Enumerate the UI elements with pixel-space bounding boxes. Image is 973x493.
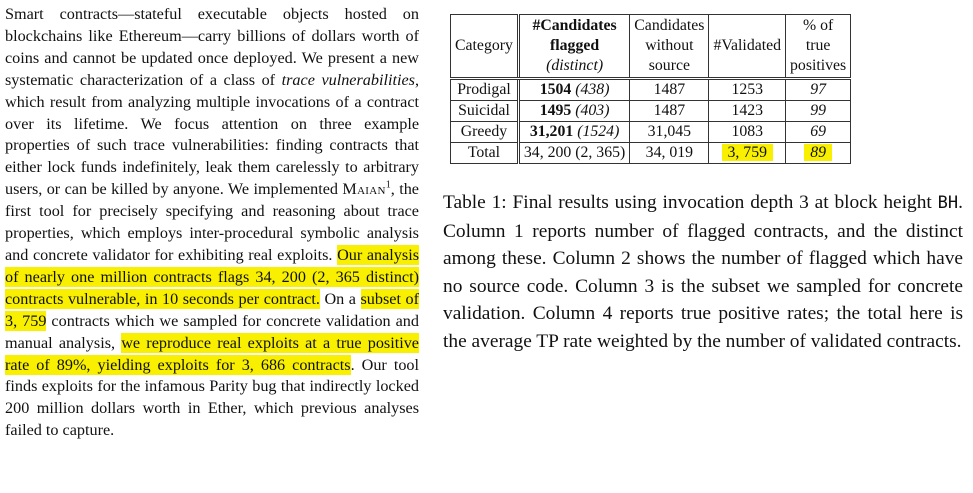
cell-no-source: 1487 (630, 101, 709, 122)
cell-true-positives: 69 (786, 122, 851, 143)
cell-no-source: 1487 (630, 79, 709, 101)
highlight-subset: subset of 3, 759 (5, 289, 419, 330)
cell-no-source: 34, 019 (630, 143, 709, 164)
cell-true-positives (786, 143, 851, 164)
header-flagged: #Candidates flagged (distinct) (518, 15, 629, 79)
cell-true-positives: 97 (786, 79, 851, 101)
cell-flagged: 1495 (403) (518, 101, 629, 122)
header-validated: #Validated (709, 15, 786, 79)
table-row (451, 79, 851, 101)
header-category: Category (451, 15, 519, 79)
footnote-mark: 1 (385, 179, 391, 191)
code-term: BH (937, 193, 959, 213)
table-header-row (451, 15, 851, 79)
table-column (443, 14, 971, 356)
cell-flagged: 1504 (438) (518, 79, 629, 101)
table-total-row (451, 143, 851, 164)
cell-category: Suicidal (451, 101, 519, 122)
abstract-column (5, 4, 419, 442)
abstract-paragraph: Smart contracts—stateful executable objects hosted on blockchains like Ethereum—carry billions of dollars worth of coins and cannot be updated once deployed. We present a new systematic characterization of a class of trace vulnerabilities, which result from analyzing multiple invocations of a contract over its lifetime. We focus attention on three example properties of such trace vulnerabilities: finding contracts that either lock funds indefinitely, leak them carelessly to arbitrary users, or can be killed by anyone. We implemented Maian$^1$, the first tool for precisely specifying and reasoning about trace properties, which employs inter-procedural symbolic analysis and concrete validator for exhibiting real exploits. Our analysis of nearly one million contracts flags 34, 200 (2, 365 distinct) contracts vulnerable, in 10 seconds per contract. On a subset of 3, 759 contracts which we sampled for concrete validation and manual analysis, we reproduce real exploits at a true positive rate of 89%, yielding exploits for 3, 686 contracts. Our tool finds exploits for the infamous Parity bug that indirectly locked 200 million dollars worth in Ether, which previous analyses failed to capture. (5, 5, 420, 440)
highlight-tp-total: 89 (804, 144, 832, 161)
highlight-validated-total: 3, 759 (722, 144, 774, 161)
cell-no-source: 31,045 (630, 122, 709, 143)
cell-validated: 1253 (709, 79, 786, 101)
cell-category: Greedy (451, 122, 519, 143)
cell-category: Prodigal (451, 79, 519, 101)
header-true-positives: % of true positives (786, 15, 851, 79)
header-no-source: Candidates without source (630, 15, 709, 79)
cell-category: Total (451, 143, 519, 164)
tool-name: Maian (342, 180, 386, 199)
emphasis-term: trace vulnerabilities (281, 70, 415, 89)
cell-validated (709, 143, 786, 164)
highlight-exploits: we reproduce real exploits at a true positive rate of 89%, yielding exploits for 3, 686 contracts (5, 333, 419, 374)
table-row (451, 122, 851, 143)
cell-true-positives: 99 (786, 101, 851, 122)
table-row (451, 101, 851, 122)
cell-flagged: 31,201 (1524) (518, 122, 629, 143)
cell-validated: 1423 (709, 101, 786, 122)
cell-flagged: 34, 200 (2, 365) (518, 143, 629, 164)
table-caption: Table 1: Final results using invocation depth 3 at block height BH. Column 1 reports number of flagged contracts, and the distinct among these. Column 2 shows the number of flagged which have no source code. Column 3 is the subset we sampled for concrete validation. Column 4 reports true positive rates; the total here is the average TP rate weighted by the number of validated contracts. (443, 192, 963, 352)
highlight-analysis: Our analysis of nearly one million contracts flags 34, 200 (2, 365 distinct) contracts vulnerable, in 10 seconds per contract. (5, 245, 419, 308)
cell-validated: 1083 (709, 122, 786, 143)
results-table (450, 14, 851, 164)
